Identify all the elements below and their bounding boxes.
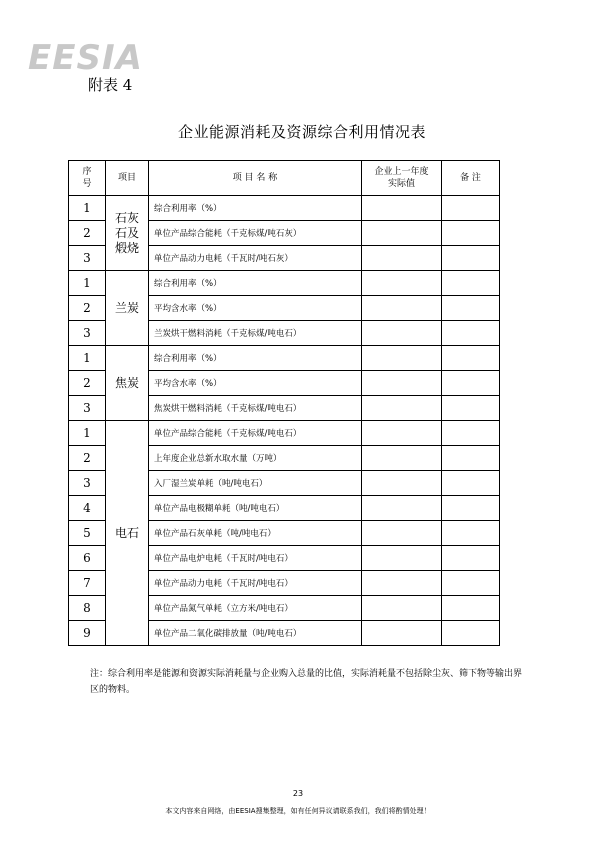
value-cell[interactable]: [362, 471, 442, 496]
header-value: 企业上一年度实际值: [362, 161, 442, 196]
row-number: 6: [69, 546, 106, 571]
value-cell[interactable]: [362, 571, 442, 596]
category-label: 电石: [114, 525, 139, 540]
remark-cell[interactable]: [442, 396, 500, 421]
remark-cell[interactable]: [442, 621, 500, 646]
table-row: [69, 346, 500, 371]
remark-cell[interactable]: [442, 571, 500, 596]
item-name: 单位产品氮气单耗（立方米/吨电石）: [149, 596, 362, 621]
row-number: 1: [69, 196, 106, 221]
value-cell[interactable]: [362, 421, 442, 446]
value-cell[interactable]: [362, 346, 442, 371]
row-number: 2: [69, 446, 106, 471]
row-number: 3: [69, 246, 106, 271]
row-number: 3: [69, 396, 106, 421]
item-name: 综合利用率（%）: [149, 196, 362, 221]
table-title: 企业能源消耗及资源综合利用情况表: [177, 123, 426, 141]
category-label: 兰炭: [114, 300, 139, 315]
row-number: 1: [69, 271, 106, 296]
table-note: 注：综合利用率是能源和资源实际消耗量与企业购入总量的比值，实际消耗量不包括除尘灰、筛下物等输出界区的物料。: [90, 669, 523, 695]
remark-cell[interactable]: [442, 346, 500, 371]
energy-table: [68, 160, 500, 646]
value-cell[interactable]: [362, 496, 442, 521]
row-number: 2: [69, 296, 106, 321]
table-header-row: [69, 161, 500, 196]
item-name: 单位产品综合能耗（千克标煤/吨石灰）: [149, 221, 362, 246]
table-row: [69, 421, 500, 446]
table-row: [69, 196, 500, 221]
remark-cell[interactable]: [442, 546, 500, 571]
category-cell: [106, 196, 149, 271]
value-cell[interactable]: [362, 621, 442, 646]
item-name: 单位产品二氧化碳排放量（吨/吨电石）: [149, 621, 362, 646]
item-name: 单位产品石灰单耗（吨/吨电石）: [149, 521, 362, 546]
remark-cell[interactable]: [442, 196, 500, 221]
remark-cell[interactable]: [442, 221, 500, 246]
value-cell[interactable]: [362, 296, 442, 321]
row-number: 8: [69, 596, 106, 621]
item-name: 综合利用率（%）: [149, 346, 362, 371]
value-cell[interactable]: [362, 596, 442, 621]
item-name: 兰炭烘干燃料消耗（千克标煤/吨电石）: [149, 321, 362, 346]
remark-cell[interactable]: [442, 246, 500, 271]
eesia-logo: EESIA: [28, 38, 143, 78]
header-seq: 序号: [69, 161, 106, 196]
row-number: 5: [69, 521, 106, 546]
category-label: 焦炭: [114, 375, 139, 390]
remark-cell[interactable]: [442, 371, 500, 396]
row-number: 7: [69, 571, 106, 596]
category-label: 石灰石及煅烧: [114, 210, 139, 255]
page-number: 23: [292, 789, 304, 798]
row-number: 9: [69, 621, 106, 646]
item-name: 单位产品动力电耗（千瓦时/吨电石）: [149, 571, 362, 596]
row-number: 2: [69, 221, 106, 246]
item-name: 单位产品电极糊单耗（吨/吨电石）: [149, 496, 362, 521]
appendix-label: 附表 4: [88, 76, 133, 94]
header-name: 项 目 名 称: [149, 161, 362, 196]
value-cell[interactable]: [362, 546, 442, 571]
header-remark: 备 注: [442, 161, 500, 196]
row-number: 1: [69, 421, 106, 446]
row-number: 3: [69, 321, 106, 346]
remark-cell[interactable]: [442, 321, 500, 346]
item-name: 焦炭烘干燃料消耗（千克标煤/吨电石）: [149, 396, 362, 421]
item-name: 单位产品电炉电耗（千瓦时/吨电石）: [149, 546, 362, 571]
row-number: 3: [69, 471, 106, 496]
remark-cell[interactable]: [442, 521, 500, 546]
value-cell[interactable]: [362, 246, 442, 271]
remark-cell[interactable]: [442, 596, 500, 621]
item-name: 上年度企业总新水取水量（万吨）: [149, 446, 362, 471]
item-name: 单位产品动力电耗（千瓦时/吨石灰）: [149, 246, 362, 271]
footer-disclaimer: 本文内容来自网络，由EESIA搜集整理，如有任何异议请联系我们，我们将酌情处理！: [165, 807, 431, 815]
table-row: [69, 271, 500, 296]
item-name: 平均含水率（%）: [149, 371, 362, 396]
category-cell: [106, 346, 149, 421]
item-name: 入厂湿兰炭单耗（吨/吨电石）: [149, 471, 362, 496]
category-cell: [106, 271, 149, 346]
header-item: 项目: [106, 161, 149, 196]
value-cell[interactable]: [362, 521, 442, 546]
value-cell[interactable]: [362, 396, 442, 421]
remark-cell[interactable]: [442, 271, 500, 296]
value-cell[interactable]: [362, 321, 442, 346]
remark-cell[interactable]: [442, 496, 500, 521]
remark-cell[interactable]: [442, 471, 500, 496]
row-number: 4: [69, 496, 106, 521]
item-name: 单位产品综合能耗（千克标煤/吨电石）: [149, 421, 362, 446]
item-name: 综合利用率（%）: [149, 271, 362, 296]
remark-cell[interactable]: [442, 296, 500, 321]
item-name: 平均含水率（%）: [149, 296, 362, 321]
value-cell[interactable]: [362, 196, 442, 221]
value-cell[interactable]: [362, 221, 442, 246]
value-cell[interactable]: [362, 371, 442, 396]
category-cell: [106, 421, 149, 646]
remark-cell[interactable]: [442, 421, 500, 446]
value-cell[interactable]: [362, 271, 442, 296]
row-number: 1: [69, 346, 106, 371]
value-cell[interactable]: [362, 446, 442, 471]
remark-cell[interactable]: [442, 446, 500, 471]
row-number: 2: [69, 371, 106, 396]
